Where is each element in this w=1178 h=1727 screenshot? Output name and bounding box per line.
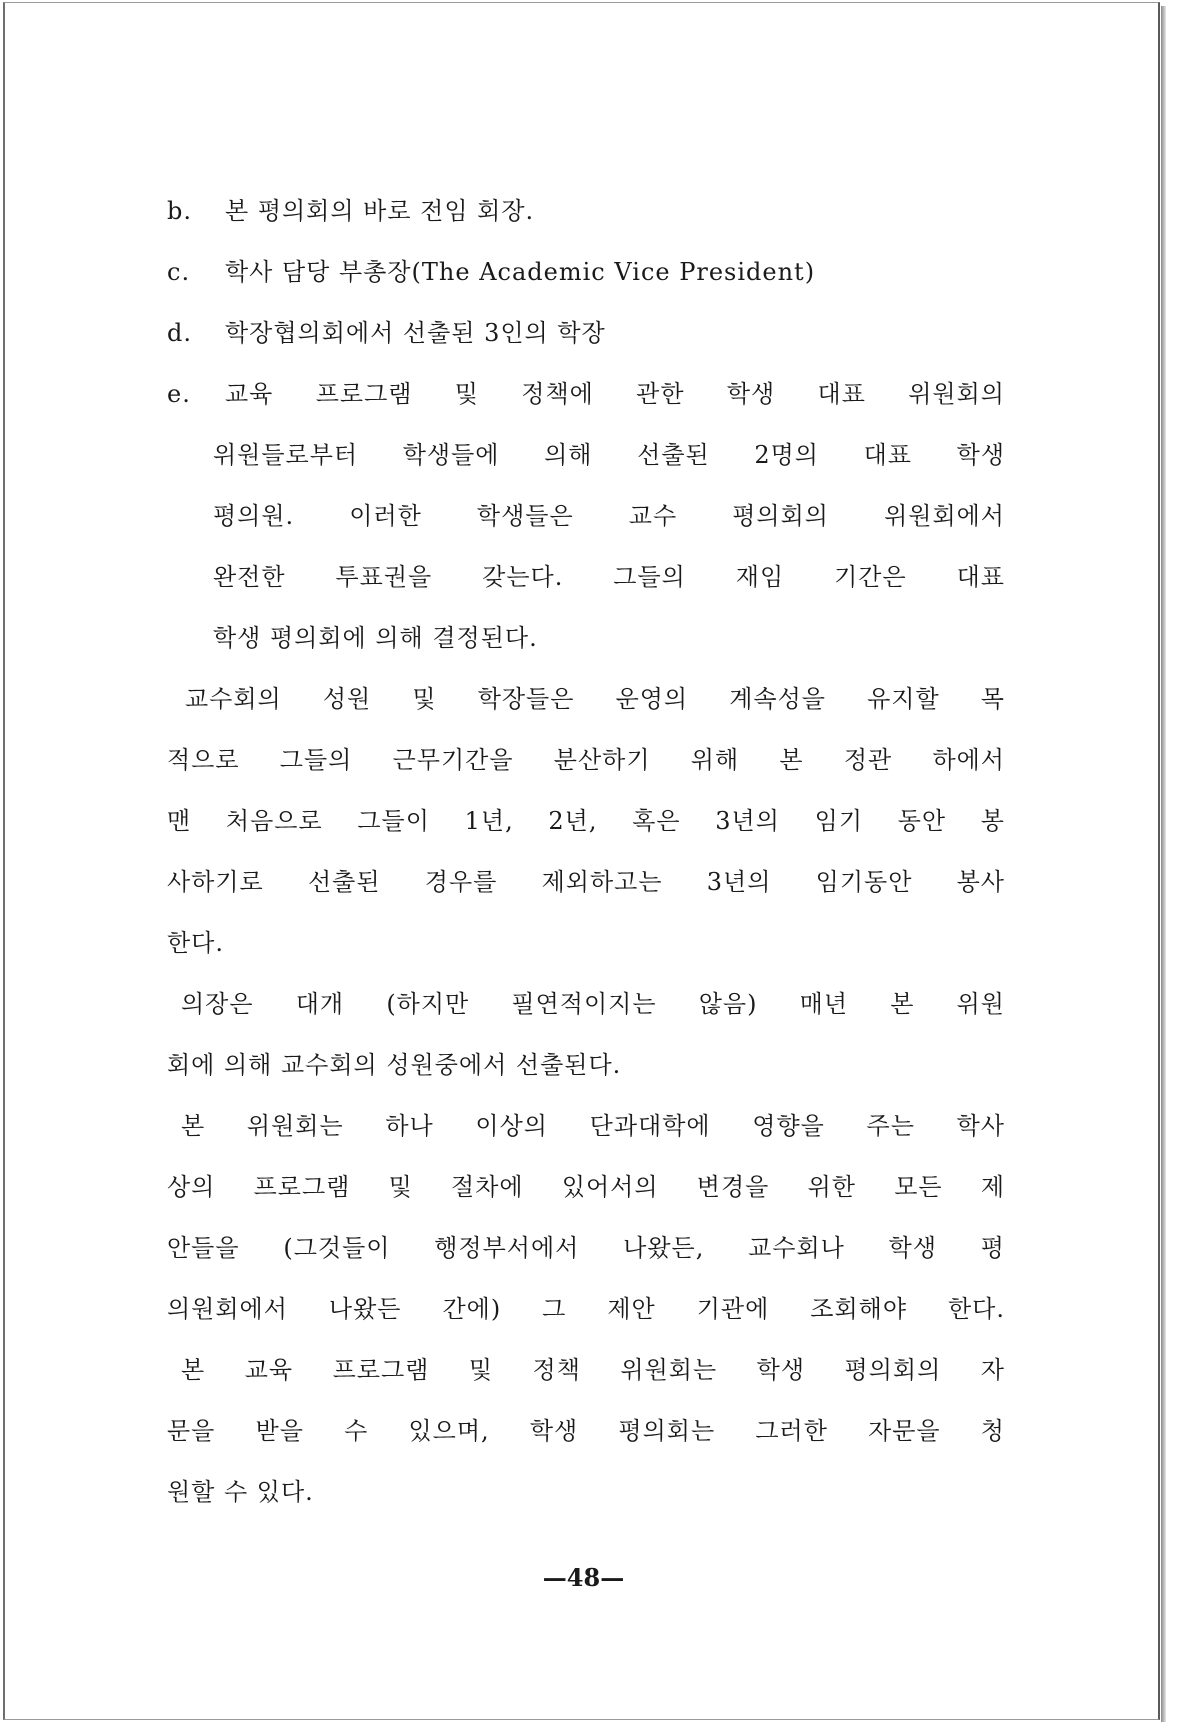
- paragraph-line: 상의 프로그램 및 절차에 있어서의 변경을 위한 모든 제: [167, 1173, 1005, 1201]
- list-item-b: [167, 181, 1005, 242]
- list-item-text: 본 평의회의 바로 전임 회장.: [225, 197, 535, 225]
- paragraph-line: 회에 의해 교수회의 성원중에서 선출된다.: [167, 1051, 622, 1079]
- list-item-text: 교육 프로그램 및 정책에 관한 학생 대표 위원회의: [225, 380, 1005, 408]
- paragraph-proposal-referral: [167, 1096, 1005, 1340]
- paragraph-line: 의장은 대개 (하지만 필연적이지는 않음) 매년 본 위원: [181, 990, 1005, 1018]
- list-item-d: [167, 303, 1005, 364]
- list-item-text: 완전한 투표권을 갖는다. 그들의 재임 기간은 대표: [213, 563, 1005, 591]
- list-marker: c.: [167, 258, 191, 286]
- document-page: [3, 2, 1160, 1720]
- paragraph-line: 본 위원회는 하나 이상의 단과대학에 영향을 주는 학사: [181, 1112, 1005, 1140]
- page-edge-shadow: [1161, 6, 1166, 1722]
- list-item-e: [167, 364, 1005, 669]
- paragraph-chair-election: [167, 974, 1005, 1096]
- paragraph-student-advice: [167, 1340, 1005, 1523]
- list-item-text: 학사 담당 부총장(The Academic Vice President): [225, 258, 816, 286]
- list-item-text: 위원들로부터 학생들에 의해 선출된 2명의 대표 학생: [213, 441, 1005, 469]
- list-item-c: [167, 242, 1005, 303]
- paragraph-line: 원할 수 있다.: [167, 1478, 314, 1506]
- paragraph-line: 맨 처음으로 그들이 1년, 2년, 혹은 3년의 임기 동안 봉: [167, 807, 1005, 835]
- page-content: [167, 181, 1005, 1523]
- list-marker: b.: [167, 197, 192, 225]
- list-item-text: 학생 평의회에 의해 결정된다.: [213, 624, 538, 652]
- list-marker: e.: [167, 380, 191, 408]
- page-number: —48—: [542, 1563, 625, 1592]
- list-marker: d.: [167, 319, 192, 347]
- paragraph-line: 문을 받을 수 있으며, 학생 평의회는 그러한 자문을 청: [167, 1417, 1005, 1445]
- paragraph-line: 본 교육 프로그램 및 정책 위원회는 학생 평의회의 자: [181, 1356, 1005, 1384]
- paragraph-line: 안들을 (그것들이 행정부서에서 나왔든, 교수회나 학생 평: [167, 1234, 1005, 1262]
- list-item-text: 평의원. 이러한 학생들은 교수 평의회의 위원회에서: [213, 502, 1005, 530]
- paragraph-line: 사하기로 선출된 경우를 제외하고는 3년의 임기동안 봉사: [167, 868, 1005, 896]
- paragraph-term-of-service: [167, 669, 1005, 974]
- list-item-text: 학장협의회에서 선출된 3인의 학장: [225, 319, 606, 347]
- paragraph-line: 의원회에서 나왔든 간에) 그 제안 기관에 조회해야 한다.: [167, 1295, 1005, 1323]
- paragraph-line: 교수회의 성원 및 학장들은 운영의 계속성을 유지할 목: [185, 685, 1005, 713]
- paragraph-line: 한다.: [167, 929, 224, 957]
- paragraph-line: 적으로 그들의 근무기간을 분산하기 위해 본 정관 하에서: [167, 746, 1005, 774]
